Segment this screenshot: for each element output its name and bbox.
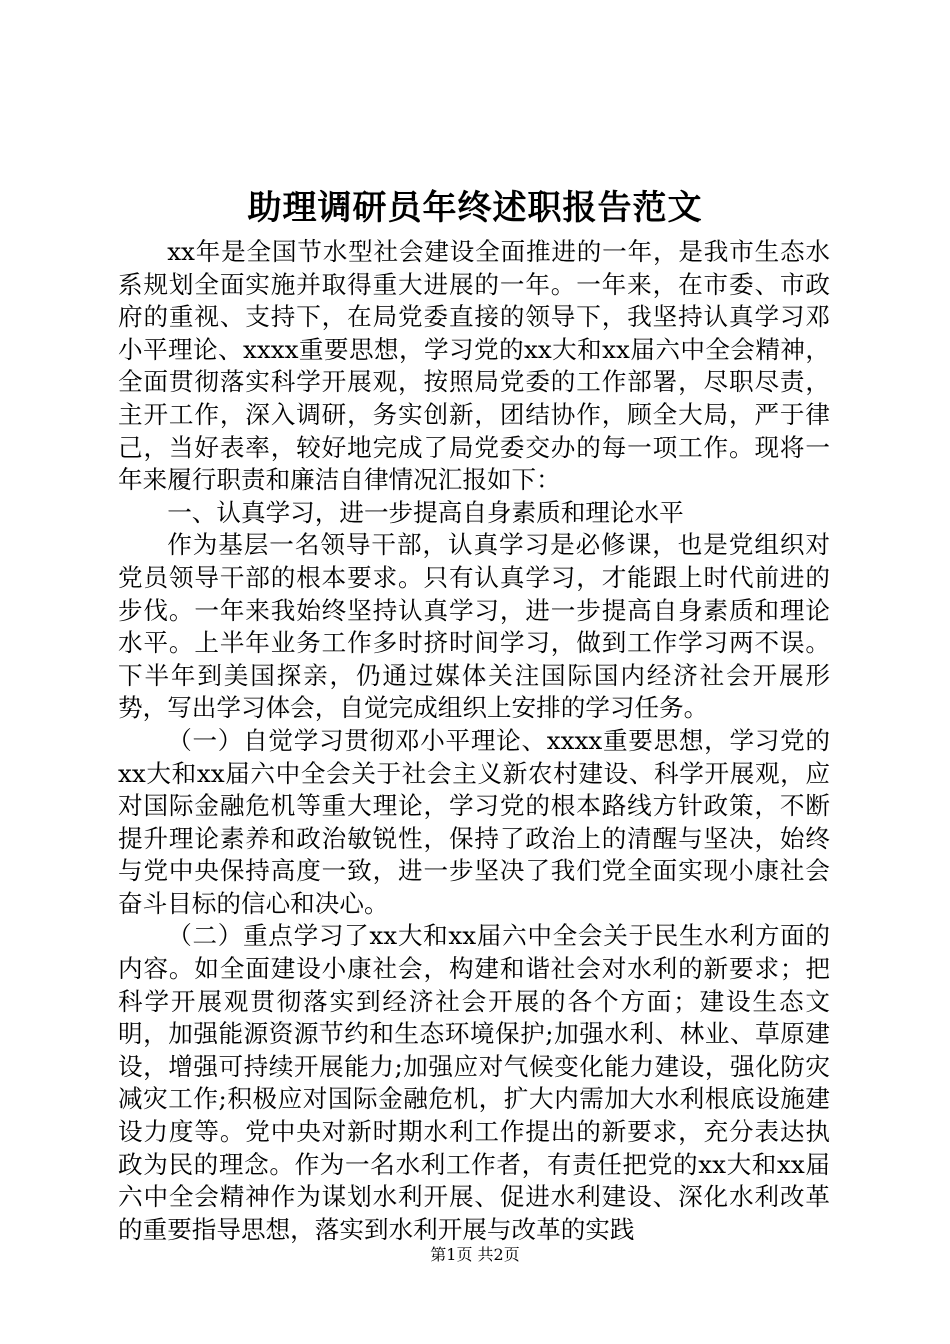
paragraph-subsection-1: （一）自觉学习贯彻邓小平理论、xxxx重要思想，学习党的xx大和xx届六中全会关于社会主义新农村建设、科学开展观，应对国际金融危机等重大理论，学习党的根本路线方针政策，不断提升理论素养和政治敏锐性，保持了政治上的清醒与坚决，始终与党中央保持高度一致，进一步坚决了我们党全面实现小康社会奋斗目标的信心和决心。 xyxy=(118,725,830,918)
document-title: 助理调研员年终述职报告范文 xyxy=(247,188,703,228)
page-footer: 第1页 共2页 xyxy=(430,1245,520,1264)
paragraph-study: 作为基层一名领导干部，认真学习是必修课，也是党组织对党员领导干部的根本要求。只有认真学习，才能跟上时代前进的步伐。一年来我始终坚持认真学习，进一步提高自身素质和理论水平。上半年业务工作多时挤时间学习，做到工作学习两不误。下半年到美国探亲，仍通过媒体关注国际国内经济社会开展形势，写出学习体会，自觉完成组织上安排的学习任务。 xyxy=(118,530,830,723)
section-heading-1: 一、认真学习，进一步提高自身素质和理论水平 xyxy=(167,497,684,527)
document-body xyxy=(118,236,830,1246)
paragraph-intro: xx年是全国节水型社会建设全面推进的一年，是我市生态水系规划全面实施并取得重大进展的一年。一年来，在市委、市政府的重视、支持下，在局党委直接的领导下，我坚持认真学习邓小平理论、xxxx重要思想，学习党的xx大和xx届六中全会精神，全面贯彻落实科学开展观，按照局党委的工作部署，尽职尽责，主开工作，深入调研，务实创新，团结协作，顾全大局，严于律己，当好表率，较好地完成了局党委交办的每一项工作。现将一年来履行职责和廉洁自律情况汇报如下： xyxy=(118,237,830,495)
paragraph-subsection-2: （二）重点学习了xx大和xx届六中全会关于民生水利方面的内容。如全面建设小康社会，构建和谐社会对水利的新要求；把科学开展观贯彻落实到经济社会开展的各个方面；建设生态文明，加强能源资源节约和生态环境保护;加强水利、林业、草原建设，增强可持续开展能力;加强应对气候变化能力建设，强化防灾减灾工作;积极应对国际金融危机，扩大内需加大水利根底设施建设力度等。党中央对新时期水利工作提出的新要求，充分表达执政为民的理念。作为一名水利工作者，有责任把党的xx大和xx届六中全会精神作为谋划水利开展、促进水利建设、深化水利改革的重要指导思想，落实到水利开展与改革的实践 xyxy=(118,921,830,1244)
